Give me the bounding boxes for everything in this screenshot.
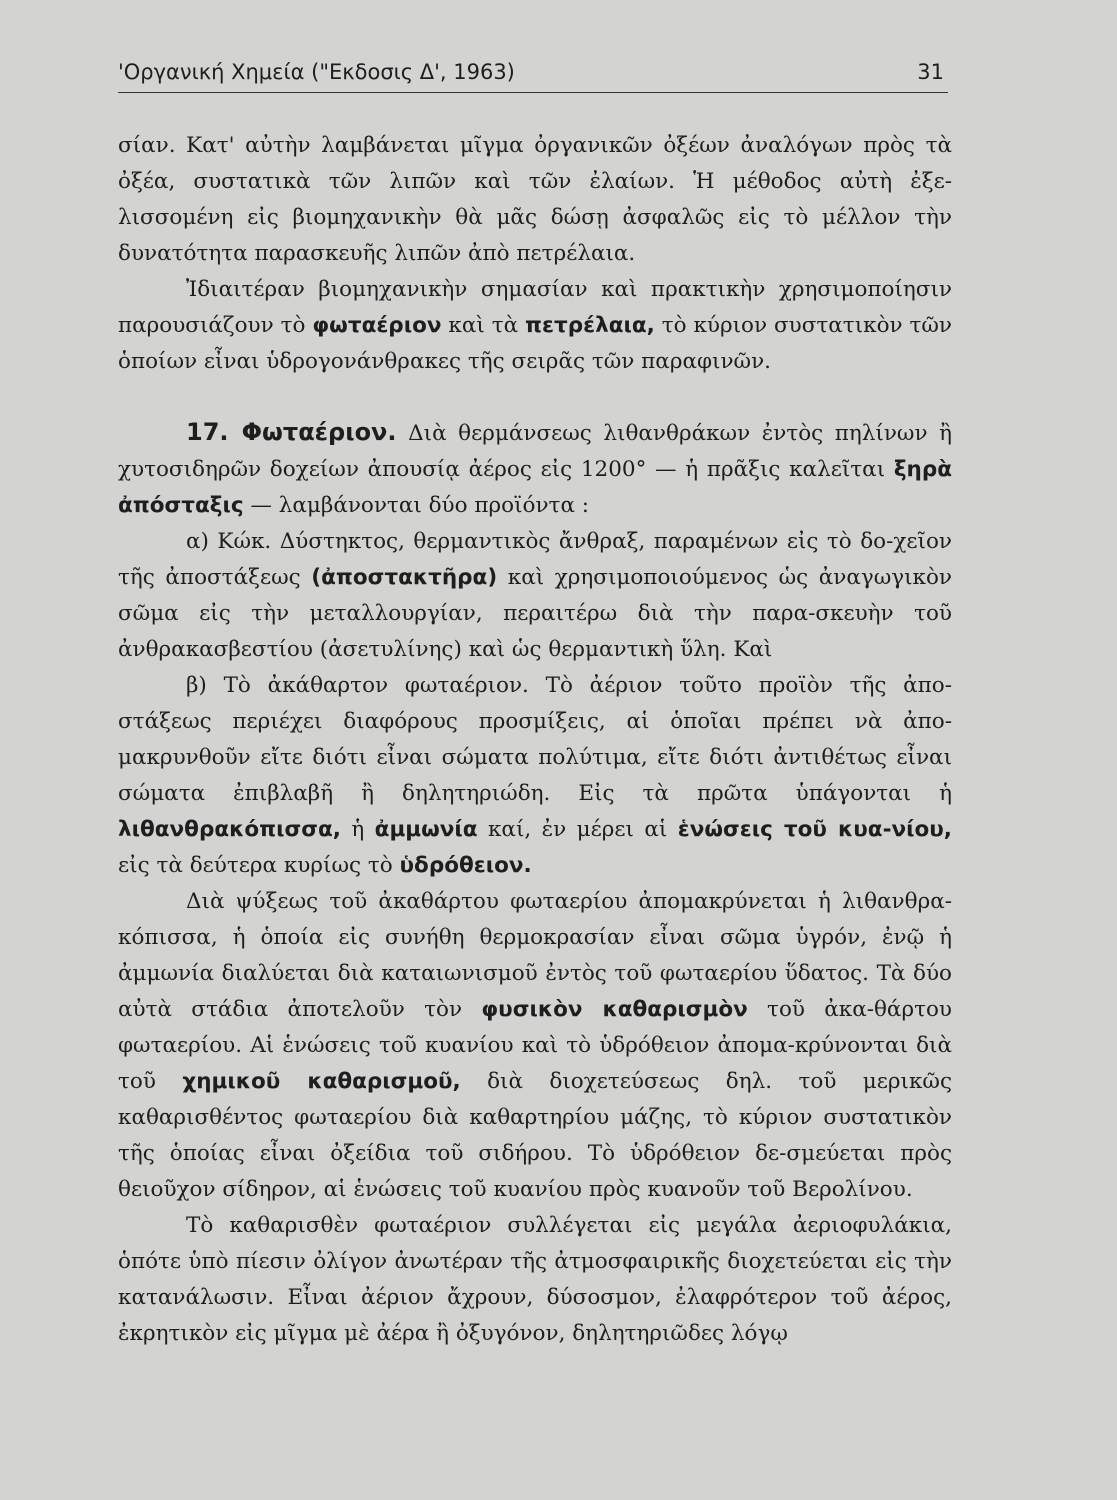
bold-term: πετρέλαια,	[525, 313, 655, 338]
paragraph-purification: Διὰ ψύξεως τοῦ ἀκαθάρτου φωταερίου ἀπομακρύνεται ἡ λιθανθρα-κόπισσα, ἡ ὁποία εἰς συνήθη θερμοκρασίαν εἶναι σῶμα ὑγρόν, ἐνῷ ἡ ἀμμωνία διαλύεται διὰ καταιωνισμοῦ ἐντὸς τοῦ φωταερίου ὕδατος. Τὰ δύο αὐτὰ στάδια ἀποτελοῦν τὸν φυσικὸν καθαρισμὸν τοῦ ἀκα-θάρτου φωταερίου. Αἱ ἑνώσεις τοῦ κυανίου καὶ τὸ ὑδρόθειον ἀπομα-κρύνονται διὰ τοῦ χημικοῦ καθαρισμοῦ, διὰ διοχετεύσεως δηλ. τοῦ μερικῶς καθαρισθέντος φωταερίου διὰ καθαρτηρίου μάζης, τὸ κύριον συστατικὸν τῆς ὁποίας εἶναι ὀξείδια τοῦ σιδήρου. Τὸ ὑδρόθειον δε-σμεύεται πρὸς θειοῦχον σίδηρον, αἱ ἑνώσεις τοῦ κυανίου πρὸς κυανοῦν τοῦ Βερολίνου.	[118, 889, 953, 1202]
paragraph-2: Ἰδιαιτέραν βιομηχανικὴν σημασίαν καὶ πρακτικὴν χρησιμοποίησιν παρουσιάζουν τὸ φωταέριον καὶ τὰ πετρέλαια, τὸ κύριον συστατικὸν τῶν ὁποίων εἶναι ὑδρογονάνθρακες τῆς σειρᾶς τῶν παραφινῶν.	[118, 277, 952, 374]
book-title: 'Οργανική Χημεία ("Εκδοσις Δ', 1963)	[118, 60, 515, 84]
paragraph-beta: β) Τὸ ἀκάθαρτον φωταέριον. Τὸ ἀέριον τοῦτο προϊὸν τῆς ἀπο-στάξεως περιέχει διαφόρους προσμίξεις, αἱ ὁποῖαι πρέπει νὰ ἀπο-μακρυνθοῦν εἴτε διότι εἶναι σώματα πολύτιμα, εἴτε διότι ἀντιθέτως εἶναι σώματα ἐπιβλαβῆ ἢ δηλητηριώδη. Εἰς τὰ πρῶτα ὑπάγονται ἡ λιθανθρακόπισσα, ἡ ἀμμωνία καί, ἐν μέρει αἱ ἑνώσεις τοῦ κυα-νίου, εἰς τὰ δεύτερα κυρίως τὸ ὑδρόθειον.	[118, 673, 952, 878]
section-heading: 17. Φωταέριον.	[186, 418, 397, 446]
bold-term: χημικοῦ καθαρισμοῦ,	[182, 1069, 461, 1094]
bold-term: φωταέριον	[312, 313, 442, 338]
bold-term: ὑδρόθειον.	[399, 853, 532, 878]
bold-term: λιθανθρακόπισσα,	[118, 817, 341, 842]
paragraph-1: σίαν. Κατ' αὐτὴν λαμβάνεται μῖγμα ὀργανικῶν ὀξέων ἀναλόγων πρὸς τὰ ὀξέα, συστατικὰ τῶν λιπῶν καὶ τῶν ἐλαίων. Ἡ μέθοδος αὐτὴ ἐξε-λισσομένη εἰς βιομηχανικὴν θὰ μᾶς δώσῃ ἀσφαλῶς εἰς τὸ μέλλον τὴν δυνατότητα παρασκευῆς λιπῶν ἀπὸ πετρέλαια.	[118, 133, 952, 266]
bold-term: φυσικὸν καθαρισμὸν	[481, 997, 748, 1022]
bold-term: ἀμμωνία	[374, 817, 478, 842]
bold-term: ξηρὰ ἀπόσταξις	[118, 457, 952, 518]
page-number: 31	[917, 60, 944, 84]
paragraph-storage: Τὸ καθαρισθὲν φωταέριον συλλέγεται εἰς μεγάλα ἀεριοφυλάκια, ὁπότε ὑπὸ πίεσιν ὀλίγον ἀνωτέραν τῆς ἀτμοσφαιρικῆς διοχετεύεται εἰς τὴν κατανάλωσιν. Εἶναι ἀέριον ἄχρουν, δύσοσμον, ἐλαφρότερον τοῦ ἀέρος, ἐκρητικὸν εἰς μῖγμα μὲ ἀέρα ἢ ὀξυγόνον, δηλητηριῶδες λόγῳ	[118, 1213, 952, 1346]
body-text	[118, 128, 952, 1352]
running-header	[118, 56, 948, 93]
bold-term: (ἀποστακτῆρα)	[311, 565, 498, 590]
paragraph-section-17: 17. Φωταέριον. Διὰ θερμάνσεως λιθανθράκων ἐντὸς πηλίνων ἢ χυτοσιδηρῶν δοχείων ἀπουσίᾳ ἀέρος εἰς 1200° — ἡ πρᾶξις καλεῖται ξηρὰ ἀπόσταξις — λαμβάνονται δύο προϊόντα :	[118, 418, 952, 518]
paragraph-alpha: α) Κώκ. Δύστηκτος, θερμαντικὸς ἄνθραξ, παραμένων εἰς τὸ δο-χεῖον τῆς ἀποστάξεως (ἀποστακτῆρα) καὶ χρησιμοποιούμενος ὡς ἀναγωγικὸν σῶμα εἰς τὴν μεταλλουργίαν, περαιτέρω διὰ τὴν παρα-σκευὴν τοῦ ἀνθρακασβεστίου (ἀσετυλίνης) καὶ ὡς θερμαντικὴ ὕλη. Καὶ	[118, 529, 952, 662]
bold-term: ἑνώσεις τοῦ κυα-νίου,	[677, 817, 952, 842]
